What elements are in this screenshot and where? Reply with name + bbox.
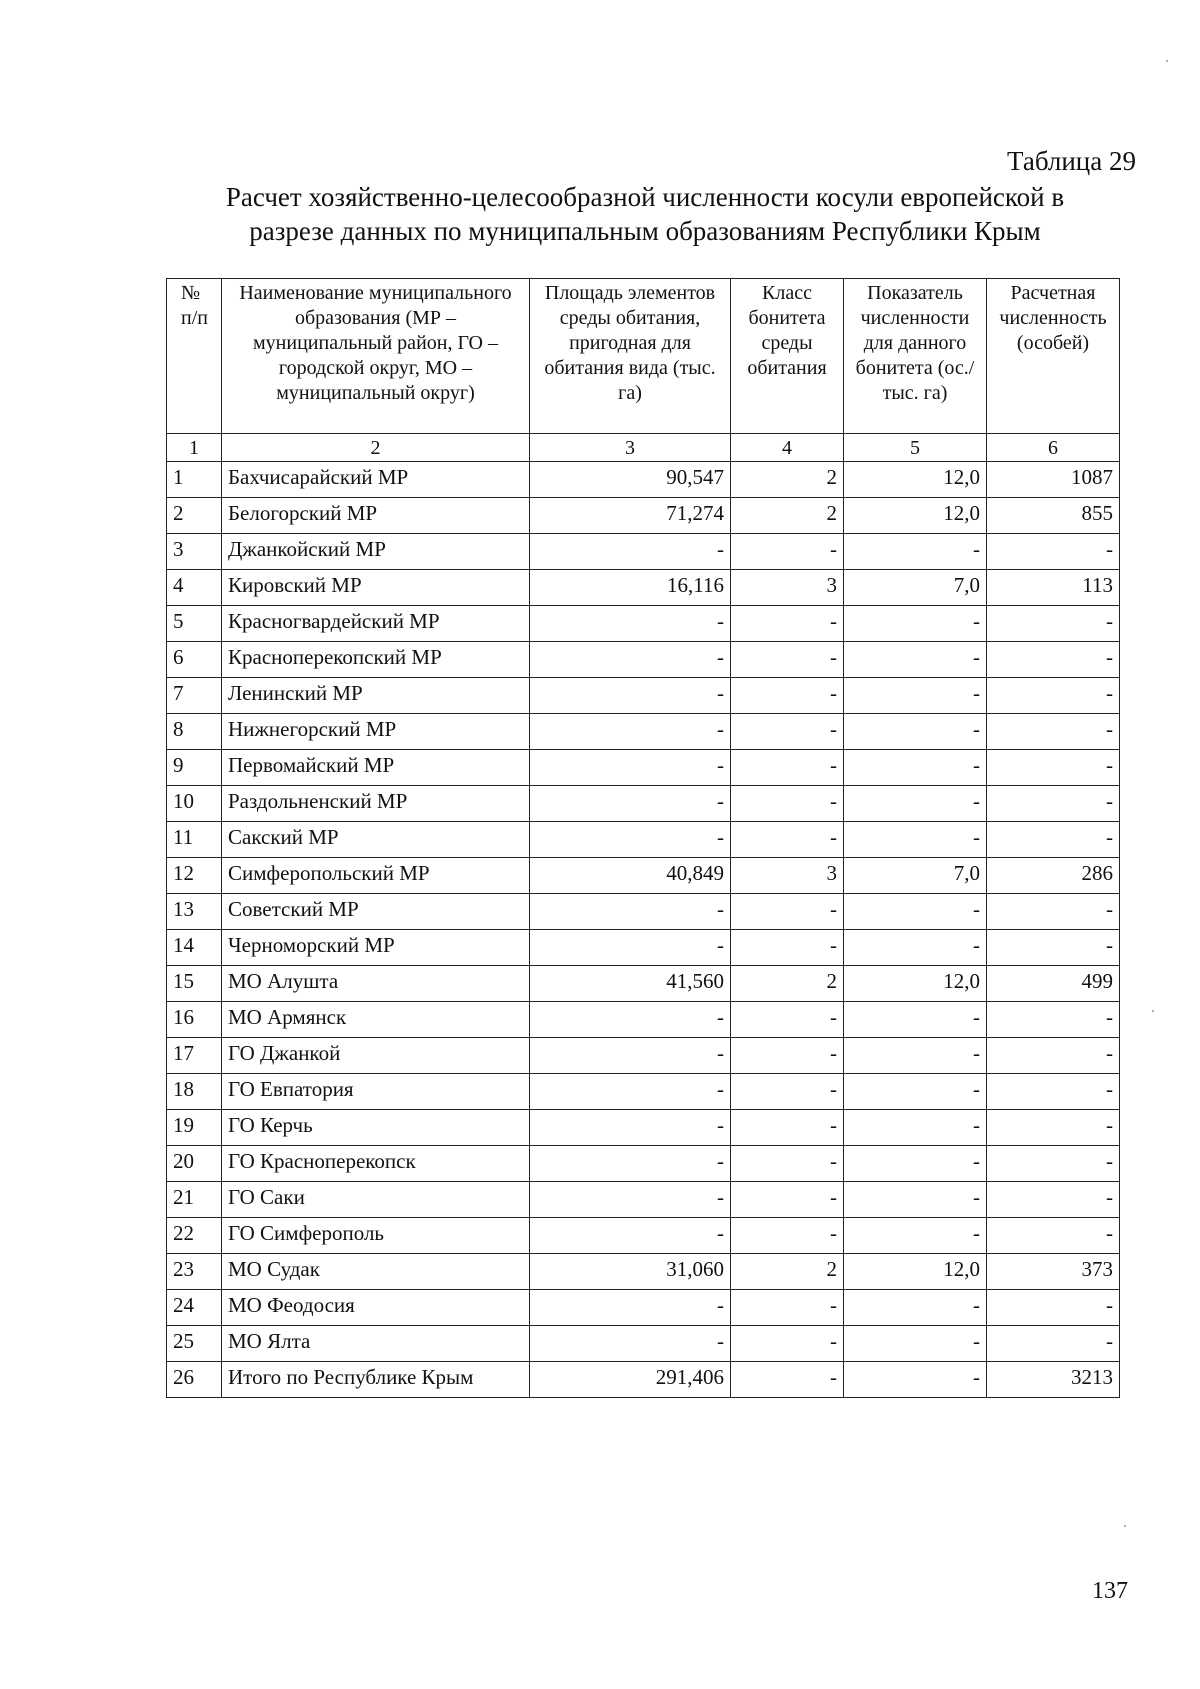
cell-area: - — [530, 1146, 731, 1182]
cell-habitat-class: - — [731, 894, 844, 930]
cell-estimated-count: - — [987, 1002, 1120, 1038]
cell-area: - — [530, 1074, 731, 1110]
cell-habitat-class: - — [731, 714, 844, 750]
cell-estimated-count: - — [987, 606, 1120, 642]
cell-habitat-class: 2 — [731, 966, 844, 1002]
cell-municipality: Черноморский МР — [222, 930, 530, 966]
cell-habitat-class: 2 — [731, 462, 844, 498]
cell-area: - — [530, 1002, 731, 1038]
table-row — [167, 930, 1120, 966]
cell-municipality: Нижнегорский МР — [222, 714, 530, 750]
cell-number: 5 — [167, 606, 222, 642]
column-number: 1 — [167, 434, 222, 462]
cell-municipality: Красноперекопский МР — [222, 642, 530, 678]
cell-municipality: Итого по Республике Крым — [222, 1362, 530, 1398]
cell-number: 23 — [167, 1254, 222, 1290]
cell-number: 19 — [167, 1110, 222, 1146]
cell-habitat-class: - — [731, 1290, 844, 1326]
cell-density: 12,0 — [844, 462, 987, 498]
cell-density: - — [844, 642, 987, 678]
cell-number: 3 — [167, 534, 222, 570]
cell-estimated-count: - — [987, 786, 1120, 822]
header-estimated-count: Расчетная численность (особей) — [987, 279, 1120, 434]
table-row — [167, 1218, 1120, 1254]
table-row — [167, 858, 1120, 894]
cell-number: 22 — [167, 1218, 222, 1254]
cell-number: 17 — [167, 1038, 222, 1074]
table-row — [167, 498, 1120, 534]
cell-habitat-class: - — [731, 642, 844, 678]
cell-estimated-count: - — [987, 1182, 1120, 1218]
cell-density: - — [844, 822, 987, 858]
cell-number: 14 — [167, 930, 222, 966]
page-number: 137 — [1092, 1578, 1128, 1604]
cell-number: 15 — [167, 966, 222, 1002]
cell-estimated-count: 499 — [987, 966, 1120, 1002]
cell-estimated-count: - — [987, 642, 1120, 678]
cell-habitat-class: - — [731, 1326, 844, 1362]
column-number: 6 — [987, 434, 1120, 462]
cell-estimated-count: - — [987, 1326, 1120, 1362]
table-row — [167, 462, 1120, 498]
cell-habitat-class: - — [731, 786, 844, 822]
cell-habitat-class: - — [731, 822, 844, 858]
cell-municipality: Ленинский МР — [222, 678, 530, 714]
cell-density: - — [844, 534, 987, 570]
cell-estimated-count: - — [987, 714, 1120, 750]
cell-area: - — [530, 930, 731, 966]
table-row — [167, 786, 1120, 822]
header-habitat-class: Класс бонитета среды обитания — [731, 279, 844, 434]
table-row — [167, 1362, 1120, 1398]
roe-deer-population-table — [166, 278, 1120, 1398]
table-row — [167, 714, 1120, 750]
scan-speck — [1152, 1010, 1154, 1012]
cell-municipality: Симферопольский МР — [222, 858, 530, 894]
cell-municipality: Раздольненский МР — [222, 786, 530, 822]
cell-habitat-class: - — [731, 1218, 844, 1254]
cell-municipality: Кировский МР — [222, 570, 530, 606]
cell-habitat-class: 3 — [731, 858, 844, 894]
column-number: 3 — [530, 434, 731, 462]
cell-habitat-class: - — [731, 1362, 844, 1398]
title-line-2: разрезе данных по муниципальным образованиям Республики Крым — [249, 216, 1041, 246]
cell-area: - — [530, 1218, 731, 1254]
title-line-1: Расчет хозяйственно-целесообразной численности косули европейской в — [225, 182, 1065, 212]
cell-municipality: ГО Симферополь — [222, 1218, 530, 1254]
document-title — [160, 180, 1130, 248]
cell-estimated-count: - — [987, 1146, 1120, 1182]
cell-municipality: МО Ялта — [222, 1326, 530, 1362]
cell-area: - — [530, 1038, 731, 1074]
cell-estimated-count: - — [987, 1290, 1120, 1326]
table-row — [167, 1110, 1120, 1146]
cell-density: - — [844, 678, 987, 714]
table-row — [167, 678, 1120, 714]
cell-estimated-count: 855 — [987, 498, 1120, 534]
cell-municipality: ГО Красноперекопск — [222, 1146, 530, 1182]
cell-municipality: Советский МР — [222, 894, 530, 930]
column-number-row — [167, 434, 1120, 462]
cell-area: 40,849 — [530, 858, 731, 894]
cell-municipality: Красногвардейский МР — [222, 606, 530, 642]
header-municipality: Наименование муниципального образования (МР – муниципальный район, ГО – городской округ, МО – муниципальный округ) — [222, 279, 530, 434]
cell-estimated-count: - — [987, 1218, 1120, 1254]
cell-density: - — [844, 894, 987, 930]
cell-number: 8 — [167, 714, 222, 750]
cell-estimated-count: - — [987, 930, 1120, 966]
cell-habitat-class: - — [731, 750, 844, 786]
cell-habitat-class: - — [731, 534, 844, 570]
cell-number: 6 — [167, 642, 222, 678]
cell-area: - — [530, 642, 731, 678]
table-row — [167, 1290, 1120, 1326]
cell-number: 7 — [167, 678, 222, 714]
cell-number: 9 — [167, 750, 222, 786]
cell-density: - — [844, 1218, 987, 1254]
column-number: 4 — [731, 434, 844, 462]
cell-area: 291,406 — [530, 1362, 731, 1398]
table-row — [167, 1146, 1120, 1182]
cell-area: - — [530, 606, 731, 642]
cell-municipality: МО Алушта — [222, 966, 530, 1002]
cell-habitat-class: - — [731, 606, 844, 642]
table-row — [167, 642, 1120, 678]
cell-habitat-class: - — [731, 1002, 844, 1038]
table-row — [167, 894, 1120, 930]
cell-density: - — [844, 786, 987, 822]
header-row — [167, 279, 1120, 434]
cell-area: - — [530, 1290, 731, 1326]
header-density: Показатель численности для данного бонитета (ос./тыс. га) — [844, 279, 987, 434]
cell-habitat-class: - — [731, 678, 844, 714]
cell-density: - — [844, 606, 987, 642]
cell-estimated-count: - — [987, 822, 1120, 858]
cell-estimated-count: - — [987, 678, 1120, 714]
table-row — [167, 570, 1120, 606]
cell-habitat-class: - — [731, 1146, 844, 1182]
column-number: 5 — [844, 434, 987, 462]
cell-habitat-class: 2 — [731, 498, 844, 534]
cell-municipality: ГО Саки — [222, 1182, 530, 1218]
header-number: № п/п — [167, 279, 222, 434]
scan-speck — [1166, 60, 1168, 62]
cell-density: - — [844, 714, 987, 750]
cell-habitat-class: - — [731, 1110, 844, 1146]
cell-area: - — [530, 822, 731, 858]
cell-municipality: ГО Джанкой — [222, 1038, 530, 1074]
cell-density: 12,0 — [844, 498, 987, 534]
cell-number: 1 — [167, 462, 222, 498]
cell-area: - — [530, 1182, 731, 1218]
cell-density: - — [844, 1146, 987, 1182]
cell-estimated-count: 113 — [987, 570, 1120, 606]
cell-area: - — [530, 1110, 731, 1146]
cell-estimated-count: - — [987, 894, 1120, 930]
cell-municipality: Сакский МР — [222, 822, 530, 858]
cell-habitat-class: - — [731, 930, 844, 966]
cell-density: - — [844, 750, 987, 786]
table-row — [167, 1038, 1120, 1074]
cell-density: 12,0 — [844, 966, 987, 1002]
cell-number: 13 — [167, 894, 222, 930]
cell-area: - — [530, 678, 731, 714]
table-row — [167, 1254, 1120, 1290]
cell-estimated-count: 3213 — [987, 1362, 1120, 1398]
cell-density: - — [844, 1182, 987, 1218]
cell-habitat-class: - — [731, 1074, 844, 1110]
cell-number: 10 — [167, 786, 222, 822]
cell-municipality: ГО Евпатория — [222, 1074, 530, 1110]
cell-estimated-count: - — [987, 1038, 1120, 1074]
table-row — [167, 822, 1120, 858]
table-row — [167, 1326, 1120, 1362]
cell-municipality: Бахчисарайский МР — [222, 462, 530, 498]
table-row — [167, 966, 1120, 1002]
cell-municipality: Джанкойский МР — [222, 534, 530, 570]
cell-density: - — [844, 930, 987, 966]
cell-area: 41,560 — [530, 966, 731, 1002]
cell-estimated-count: - — [987, 1110, 1120, 1146]
cell-density: 7,0 — [844, 858, 987, 894]
cell-municipality: Первомайский МР — [222, 750, 530, 786]
cell-density: - — [844, 1326, 987, 1362]
cell-area: - — [530, 786, 731, 822]
cell-habitat-class: - — [731, 1182, 844, 1218]
cell-estimated-count: 1087 — [987, 462, 1120, 498]
table-body — [167, 462, 1120, 1398]
cell-estimated-count: 286 — [987, 858, 1120, 894]
cell-area: - — [530, 714, 731, 750]
cell-estimated-count: - — [987, 750, 1120, 786]
cell-estimated-count: - — [987, 1074, 1120, 1110]
cell-area: - — [530, 1326, 731, 1362]
cell-number: 26 — [167, 1362, 222, 1398]
cell-number: 4 — [167, 570, 222, 606]
cell-density: - — [844, 1002, 987, 1038]
cell-area: 31,060 — [530, 1254, 731, 1290]
cell-area: 16,116 — [530, 570, 731, 606]
cell-area: - — [530, 750, 731, 786]
cell-density: - — [844, 1110, 987, 1146]
cell-area: 90,547 — [530, 462, 731, 498]
cell-number: 2 — [167, 498, 222, 534]
cell-density: - — [844, 1038, 987, 1074]
cell-municipality: МО Судак — [222, 1254, 530, 1290]
cell-number: 18 — [167, 1074, 222, 1110]
column-number: 2 — [222, 434, 530, 462]
cell-density: - — [844, 1074, 987, 1110]
cell-municipality: МО Феодосия — [222, 1290, 530, 1326]
table-row — [167, 534, 1120, 570]
cell-municipality: Белогорский МР — [222, 498, 530, 534]
table-row — [167, 750, 1120, 786]
cell-number: 21 — [167, 1182, 222, 1218]
cell-area: - — [530, 534, 731, 570]
cell-density: 12,0 — [844, 1254, 987, 1290]
cell-number: 12 — [167, 858, 222, 894]
cell-number: 25 — [167, 1326, 222, 1362]
table-label: Таблица 29 — [1007, 146, 1136, 176]
cell-estimated-count: - — [987, 534, 1120, 570]
cell-number: 11 — [167, 822, 222, 858]
cell-municipality: ГО Керчь — [222, 1110, 530, 1146]
table-row — [167, 1074, 1120, 1110]
cell-number: 24 — [167, 1290, 222, 1326]
cell-number: 16 — [167, 1002, 222, 1038]
cell-density: - — [844, 1362, 987, 1398]
cell-habitat-class: - — [731, 1038, 844, 1074]
cell-number: 20 — [167, 1146, 222, 1182]
table-row — [167, 606, 1120, 642]
scan-speck — [1124, 1525, 1126, 1527]
cell-density: - — [844, 1290, 987, 1326]
cell-area: 71,274 — [530, 498, 731, 534]
cell-habitat-class: 3 — [731, 570, 844, 606]
header-area: Площадь элементов среды обитания, пригодная для обитания вида (тыс. га) — [530, 279, 731, 434]
table-row — [167, 1182, 1120, 1218]
cell-density: 7,0 — [844, 570, 987, 606]
cell-municipality: МО Армянск — [222, 1002, 530, 1038]
cell-habitat-class: 2 — [731, 1254, 844, 1290]
cell-estimated-count: 373 — [987, 1254, 1120, 1290]
table-row — [167, 1002, 1120, 1038]
cell-area: - — [530, 894, 731, 930]
